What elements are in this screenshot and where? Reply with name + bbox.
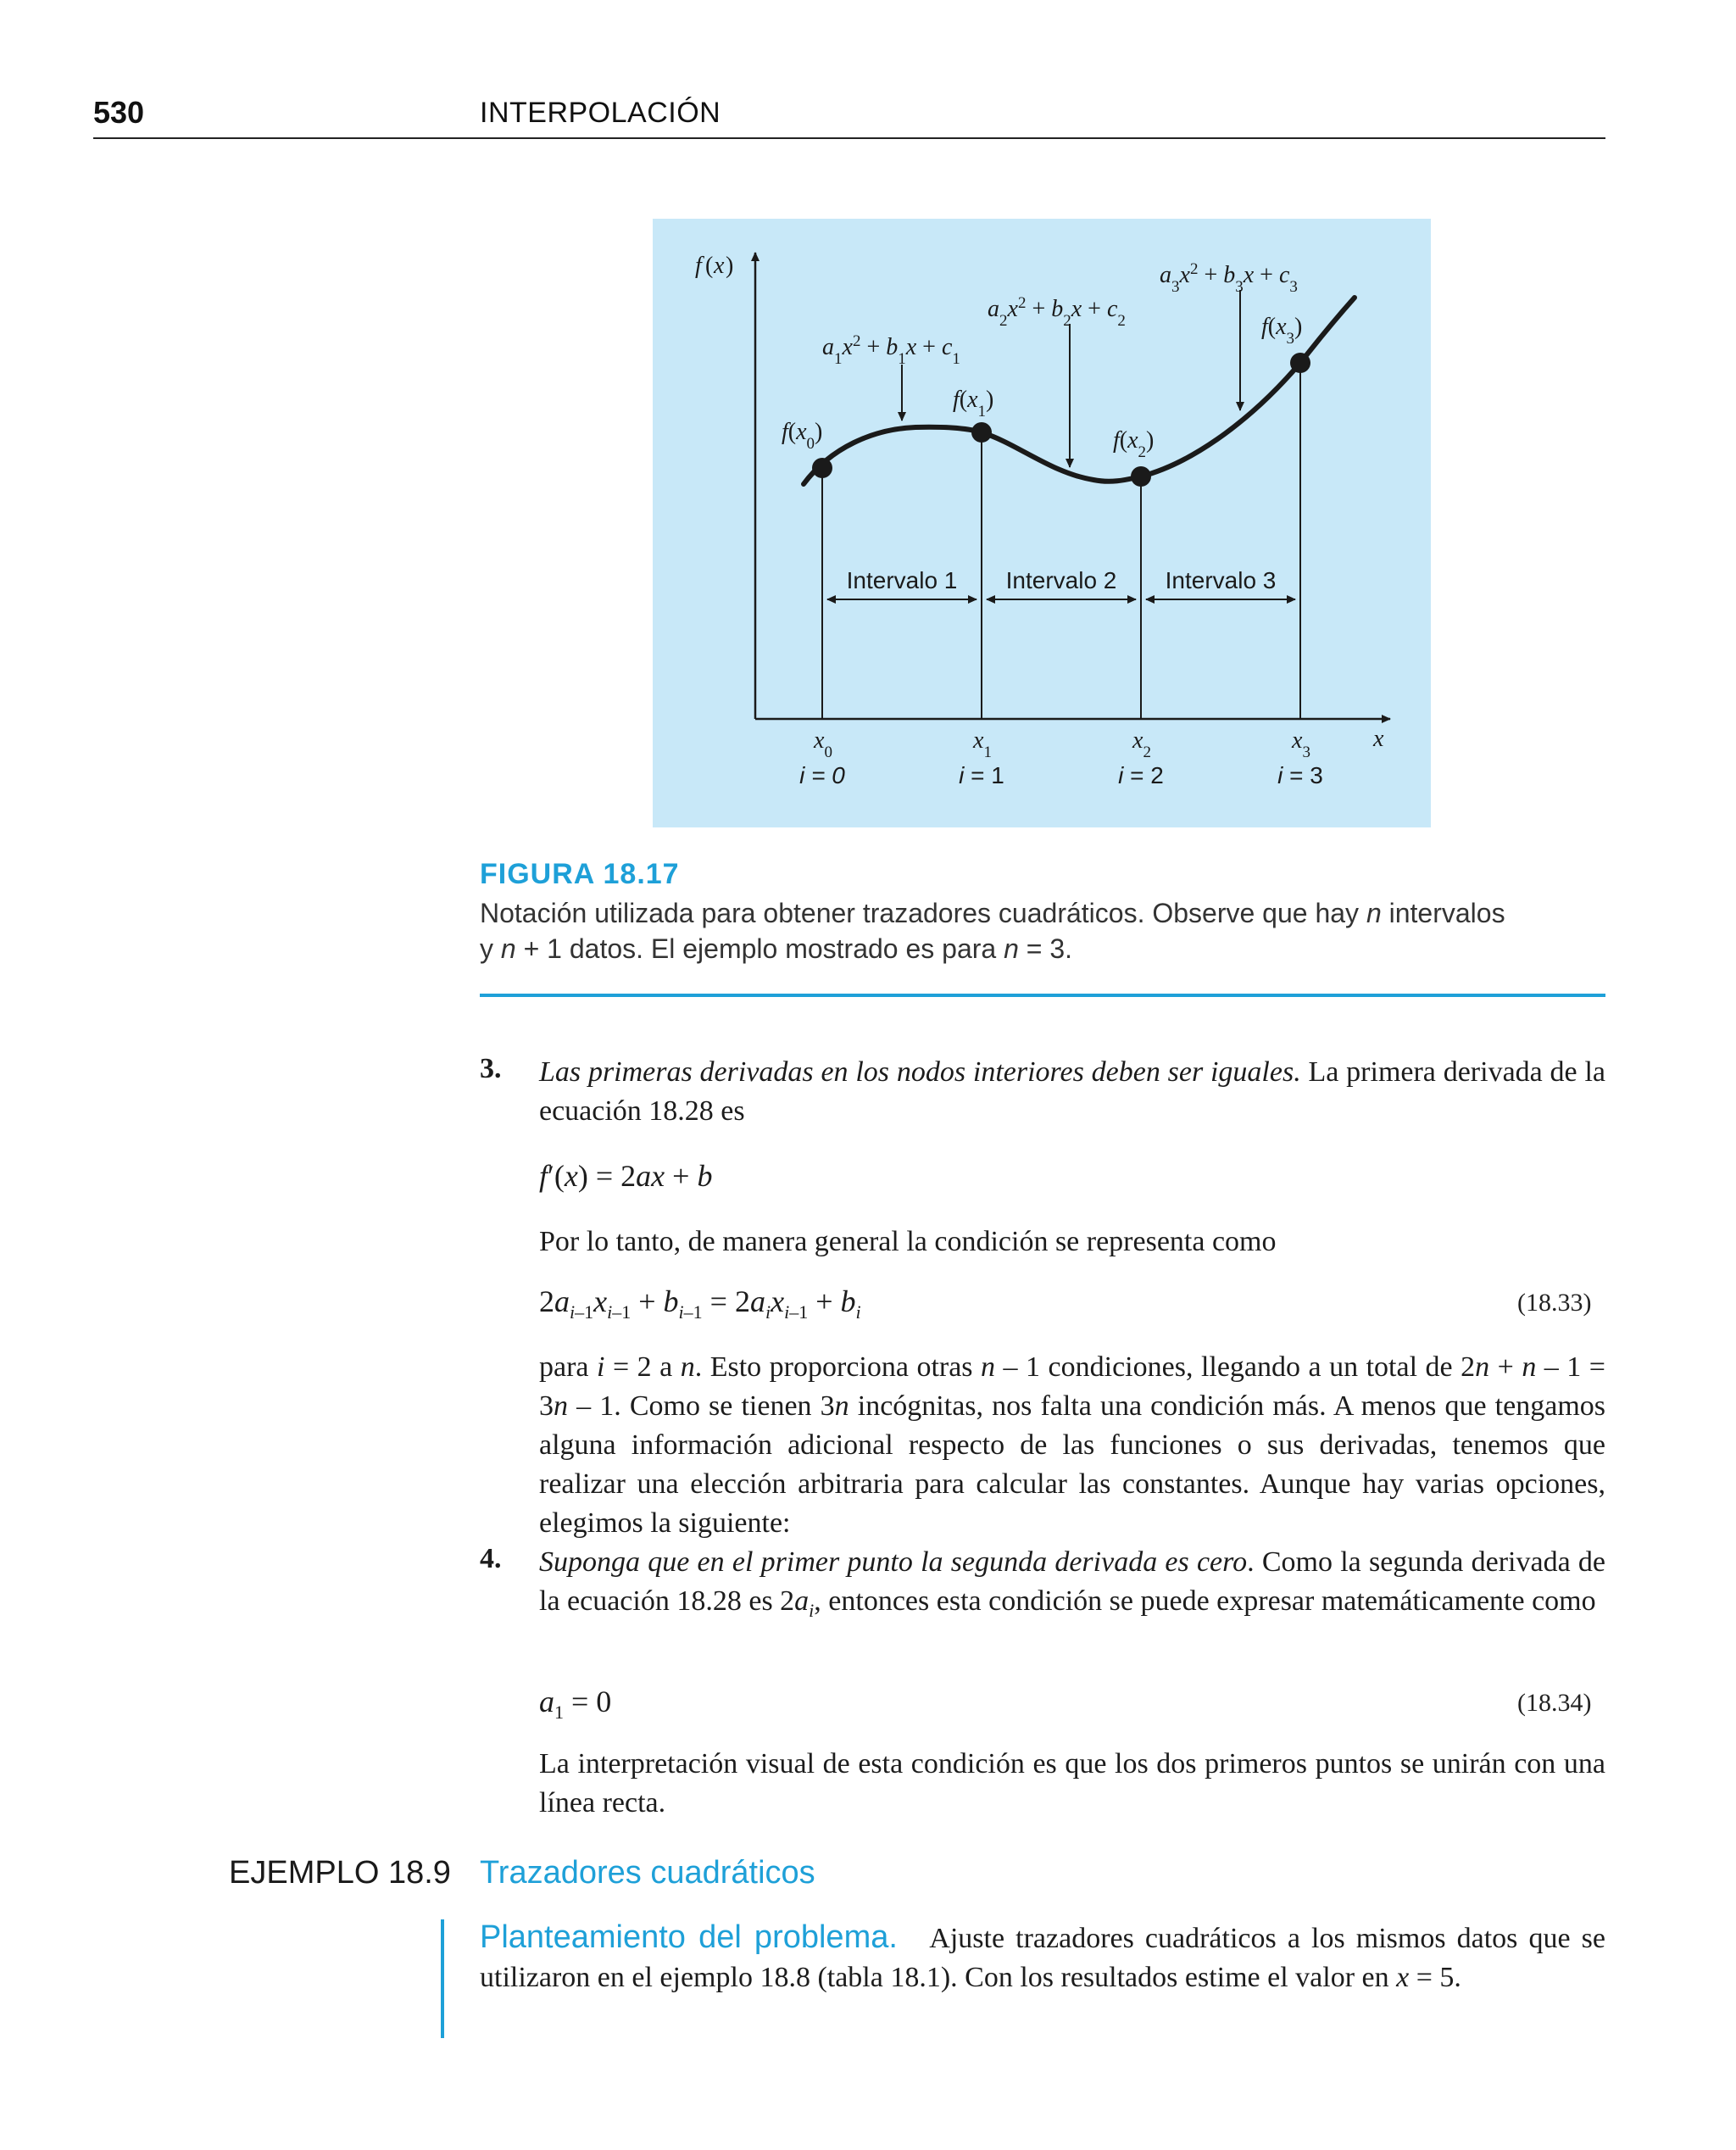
example-label: EJEMPLO 18.9 <box>229 1855 451 1891</box>
svg-text:): ) <box>726 253 734 279</box>
tick-x1: $x_1$ <box>973 727 992 761</box>
item-4-after: La interpretación visual de esta condición es que los dos primeros puntos se unirán con una línea recta. <box>539 1748 1605 1819</box>
example-problem: Planteamiento del problema. Ajuste trazadores cuadráticos a los mismos datos que se utilizaron en el ejemplo 18.8 (tabla 18.1). Con los resultados estime el valor en x = 5. <box>480 1919 1606 1993</box>
equation-18-34: $a_1 = 0$ <box>539 1685 612 1724</box>
interval-3-label: Intervalo 3 <box>1165 567 1277 593</box>
page-number: 530 <box>93 95 145 130</box>
item-3-paragraph: para i = 2 a n. Esto proporciona otras n – 1 condiciones, llegando a un total de 2n + n – 1 = 3n – 1. Como se tienen 3n incógnitas, nos falta una condición más. A menos que tengamos alguna información adicional respecto de las funciones o sus derivadas, tenemos que realizar una elección arbitraria para calcular las constantes. Aunque hay varias opciones, elegimos la siguiente: <box>539 1351 1605 1539</box>
index-2: i = 2 <box>1118 762 1164 788</box>
point-x0 <box>812 458 832 478</box>
equation-18-33: $2a_{i-1}x_{i-1} + b_{i-1} = 2a_ix_{i-1} + b_i$ <box>539 1284 861 1323</box>
example-subhead: Planteamiento del problema. <box>480 1919 898 1955</box>
figure-caption-text: Notación utilizada para obtener trazadores cuadráticos. Observe que hay n intervalos y n + 1 datos. El ejemplo mostrado es para n = 3. <box>480 898 1505 964</box>
equation-number-18-34: (18.34) <box>1517 1689 1592 1717</box>
item-3-number: 3. <box>480 1053 502 1084</box>
example-side-bar <box>441 1919 444 2038</box>
interval-1-label: Intervalo 1 <box>846 567 958 593</box>
spline-diagram <box>653 219 1431 827</box>
figure-18-17 <box>653 219 1431 827</box>
label-f-x3: $f(x_3)$ <box>1261 314 1303 348</box>
interval-2-label: Intervalo 2 <box>1005 567 1117 593</box>
curve-label-2: $a_2x^2 + b_2x + c_2$ <box>988 293 1126 330</box>
figure-caption-label: FIGURA 18.17 <box>480 858 680 890</box>
point-x3 <box>1290 353 1310 373</box>
curve-label-3: $a_3x^2 + b_3x + c_3$ <box>1160 259 1298 296</box>
point-x2 <box>1131 466 1151 487</box>
running-head: INTERPOLACIÓN <box>480 97 721 129</box>
index-1: i = 1 <box>959 762 1004 788</box>
label-f-x0: $f(x_0)$ <box>782 419 823 453</box>
item-3-text: Las primeras derivadas en los nodos interiores deben ser iguales. La primera derivada de la ecuación 18.28 es <box>539 1056 1605 1127</box>
svg-text:x: x <box>714 253 725 279</box>
item-4-text: Suponga que en el primer punto la segunda derivada es cero. Como la segunda derivada de la ecuación 18.28 es $2a_i$, entonces esta condición se puede expresar matemáticamente como <box>539 1546 1605 1621</box>
svg-text:(: ( <box>705 253 714 279</box>
index-0: i = 0 <box>799 762 845 788</box>
caption-rule <box>480 994 1605 997</box>
header-rule <box>93 137 1605 139</box>
tick-x3: $x_3$ <box>1292 727 1310 761</box>
item-3-line2: Por lo tanto, de manera general la condición se representa como <box>539 1226 1277 1257</box>
tick-x2: $x_2$ <box>1132 727 1151 761</box>
equation-derivative: f′(x) = 2ax + b <box>539 1159 713 1193</box>
item-4-number: 4. <box>480 1543 502 1574</box>
label-f-x1: $f(x_1)$ <box>953 387 994 421</box>
index-3: i = 3 <box>1277 762 1323 788</box>
x-axis-label: x <box>1373 726 1384 752</box>
tick-x0: $x_0$ <box>814 727 832 761</box>
curve-label-1: $a_1x^2 + b_1x + c_1$ <box>822 331 960 368</box>
label-f-x2: $f(x_2)$ <box>1113 427 1155 461</box>
y-axis-label: f <box>695 253 702 279</box>
point-x1 <box>971 422 992 443</box>
example-title: Trazadores cuadráticos <box>480 1855 815 1891</box>
equation-number-18-33: (18.33) <box>1517 1289 1592 1317</box>
